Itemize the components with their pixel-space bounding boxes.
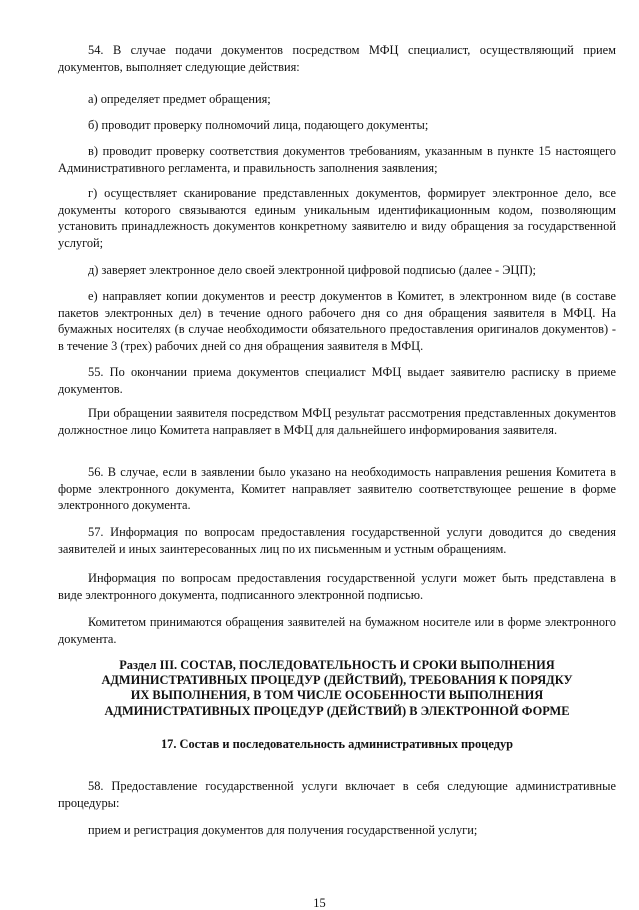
subsection-heading: 17. Состав и последовательность административных процедур bbox=[160, 737, 514, 751]
paragraph-58-1: прием и регистрация документов для получения государственной услуги; bbox=[88, 823, 478, 837]
paragraph-54-g: г) осуществляет сканирование представленных документов, формирует электронное дело, все документы которого связываются единым уникальным идентификационным кодом, позволяющим установить принадлежность документов конкретному заявителю и виду обращения за государственной услугой; bbox=[58, 186, 616, 250]
paragraph-54-b: б) проводит проверку полномочий лица, подающего документы; bbox=[88, 118, 429, 132]
paragraph-58: 58. Предоставление государственной услуги включает в себя следующие административные процедуры: bbox=[58, 779, 616, 810]
section-heading-line-2: АДМИНИСТРАТИВНЫХ ПРОЦЕДУР (ДЕЙСТВИЙ), ТРЕБОВАНИЯ К ПОРЯДКУ bbox=[101, 673, 573, 688]
paragraph-54-d: д) заверяет электронное дело своей электронной цифровой подписью (далее - ЭЦП); bbox=[88, 263, 536, 277]
paragraph-54-intro: 54. В случае подачи документов посредством МФЦ специалист, осуществляющий прием документов, выполняет следующие действия: bbox=[58, 43, 616, 74]
section-heading bbox=[58, 658, 616, 719]
paragraph-54-e: е) направляет копии документов и реестр документов в Комитет, в электронном виде (в составе пакетов электронных дел) в течение одного рабочего дня со дня обращения заявителя в МФЦ. На бумажных носителях (в случае необходимости обязательного предоставления оригиналов документов) - в течение 3 (трех) рабочих дней со дня обращения заявителя в МФЦ. bbox=[58, 289, 616, 353]
paragraph-54-v: в) проводит проверку соответствия документов требованиям, указанным в пункте 15 настоящего Административного регламента, и правильность заполнения заявления; bbox=[58, 144, 616, 175]
paragraph-55-2: При обращении заявителя посредством МФЦ результат рассмотрения представленных документов должностное лицо Комитета направляет в МФЦ для дальнейшего информирования заявителя. bbox=[58, 406, 616, 437]
paragraph-56: 56. В случае, если в заявлении было указано на необходимость направления решения Комитета в форме электронного документа, Комитет направляет заявителю соответствующее решение в форме электронного документа. bbox=[58, 465, 616, 513]
paragraph-57-2: Информация по вопросам предоставления государственной услуги может быть представлена в виде электронного документа, подписанного электронной подписью. bbox=[58, 571, 616, 602]
section-heading-line-3: ИХ ВЫПОЛНЕНИЯ, В ТОМ ЧИСЛЕ ОСОБЕННОСТИ ВЫПОЛНЕНИЯ bbox=[130, 688, 544, 703]
paragraph-57-3: Комитетом принимаются обращения заявителей на бумажном носителе или в форме электронного документа. bbox=[58, 615, 616, 646]
paragraph-54-a: а) определяет предмет обращения; bbox=[88, 92, 271, 106]
paragraph-57: 57. Информация по вопросам предоставления государственной услуги доводится до сведения заявителей и иных заинтересованных лиц по их письменным и устным обращениям. bbox=[58, 525, 616, 556]
section-heading-line-4: АДМИНИСТРАТИВНЫХ ПРОЦЕДУР (ДЕЙСТВИЙ) В ЭЛЕКТРОННОЙ ФОРМЕ bbox=[104, 703, 570, 718]
page-number: 15 bbox=[313, 896, 326, 910]
paragraph-55: 55. По окончании приема документов специалист МФЦ выдает заявителю расписку в приеме документов. bbox=[58, 365, 616, 396]
section-heading-line-1: Раздел III. СОСТАВ, ПОСЛЕДОВАТЕЛЬНОСТЬ И СРОКИ ВЫПОЛНЕНИЯ bbox=[119, 658, 555, 672]
